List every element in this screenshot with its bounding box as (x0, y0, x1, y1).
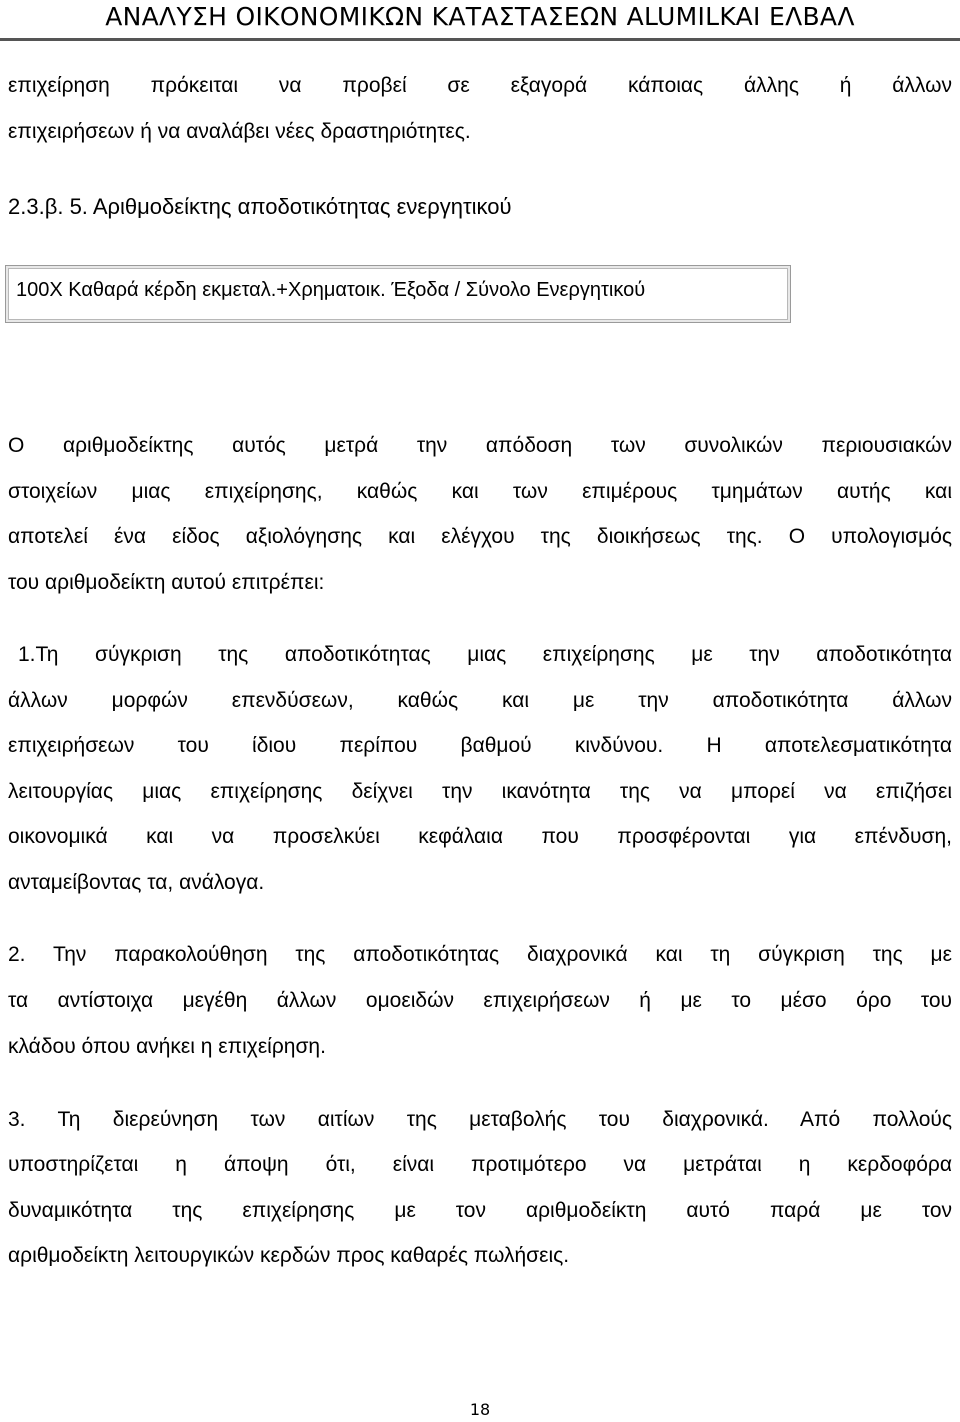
point-3-line: υποστηρίζεται η άποψη ότι, είναι προτιμότερο να μετράται η κερδοφόρα (8, 1153, 952, 1176)
formula-box (5, 265, 791, 323)
point-1-line: οικονομικά και να προσελκύει κεφάλαια που προσφέρονται για επένδυση, (8, 825, 952, 848)
formula-text: 100Χ Καθαρά κέρδη εκμεταλ.+Χρηματοικ. Έξοδα / Σύνολο Ενεργητικού (16, 279, 646, 301)
paragraph-line: του αριθμοδείκτη αυτού επιτρέπει: (8, 571, 325, 594)
point-2-line: 2. Την παρακολούθηση της αποδοτικότητας διαχρονικά και τη σύγκριση της με (8, 943, 952, 966)
point-3-line: 3. Τη διερεύνηση των αιτίων της μεταβολής του διαχρονικά. Από πολλούς (8, 1108, 952, 1131)
page-number: 18 (469, 1400, 491, 1419)
point-3-line: δυναμικότητα της επιχείρησης με τον αριθμοδείκτη αυτό παρά με τον (8, 1199, 952, 1222)
paragraph-line: Ο αριθμοδείκτης αυτός μετρά την απόδοση των συνολικών περιουσιακών (8, 434, 952, 457)
paragraph-line: στοιχείων μιας επιχείρησης, καθώς και των επιμέρους τμημάτων αυτής και (8, 480, 952, 503)
paragraph-line: αποτελεί ένα είδος αξιολόγησης και ελέγχου της διοικήσεως της. Ο υπολογισμός (8, 525, 952, 548)
section-heading: 2.3.β. 5. Αριθμοδείκτης αποδοτικότητας ενεργητικού (8, 194, 512, 219)
point-1-line: 1.Τη σύγκριση της αποδοτικότητας μιας επιχείρησης με την αποδοτικότητα (18, 643, 952, 666)
header-rule (0, 38, 960, 41)
point-1-line: λειτουργίας μιας επιχείρησης δείχνει την ικανότητα της να μπορεί να επιζήσει (8, 780, 952, 803)
point-1-line: ανταμείβοντας τα, ανάλογα. (8, 871, 265, 894)
point-1-line: επιχειρήσεων του ίδιου περίπου βαθμού κινδύνου. Η αποτελεσματικότητα (8, 734, 952, 757)
point-3-line: αριθμοδείκτη λειτουργικών κερδών προς καθαρές πωλήσεις. (8, 1244, 570, 1267)
intro-line: επιχείρηση πρόκειται να προβεί σε εξαγορά κάποιας άλλης ή άλλων (8, 74, 952, 97)
point-1-line: άλλων μορφών επενδύσεων, καθώς και με την αποδοτικότητα άλλων (8, 689, 952, 712)
point-2-line: τα αντίστοιχα μεγέθη άλλων ομοειδών επιχειρήσεων ή με το μέσο όρο του (8, 989, 952, 1012)
running-header: ΑΝΑΛΥΣΗ ΟΙΚΟΝΟΜΙΚΩΝ ΚΑΤΑΣΤΑΣΕΩΝ ALUMILKAI ΕΛΒΑΛ (105, 2, 855, 31)
intro-line: επιχειρήσεων ή να αναλάβει νέες δραστηριότητες. (8, 120, 471, 143)
point-2-line: κλάδου όπου ανήκει η επιχείρηση. (8, 1035, 326, 1058)
